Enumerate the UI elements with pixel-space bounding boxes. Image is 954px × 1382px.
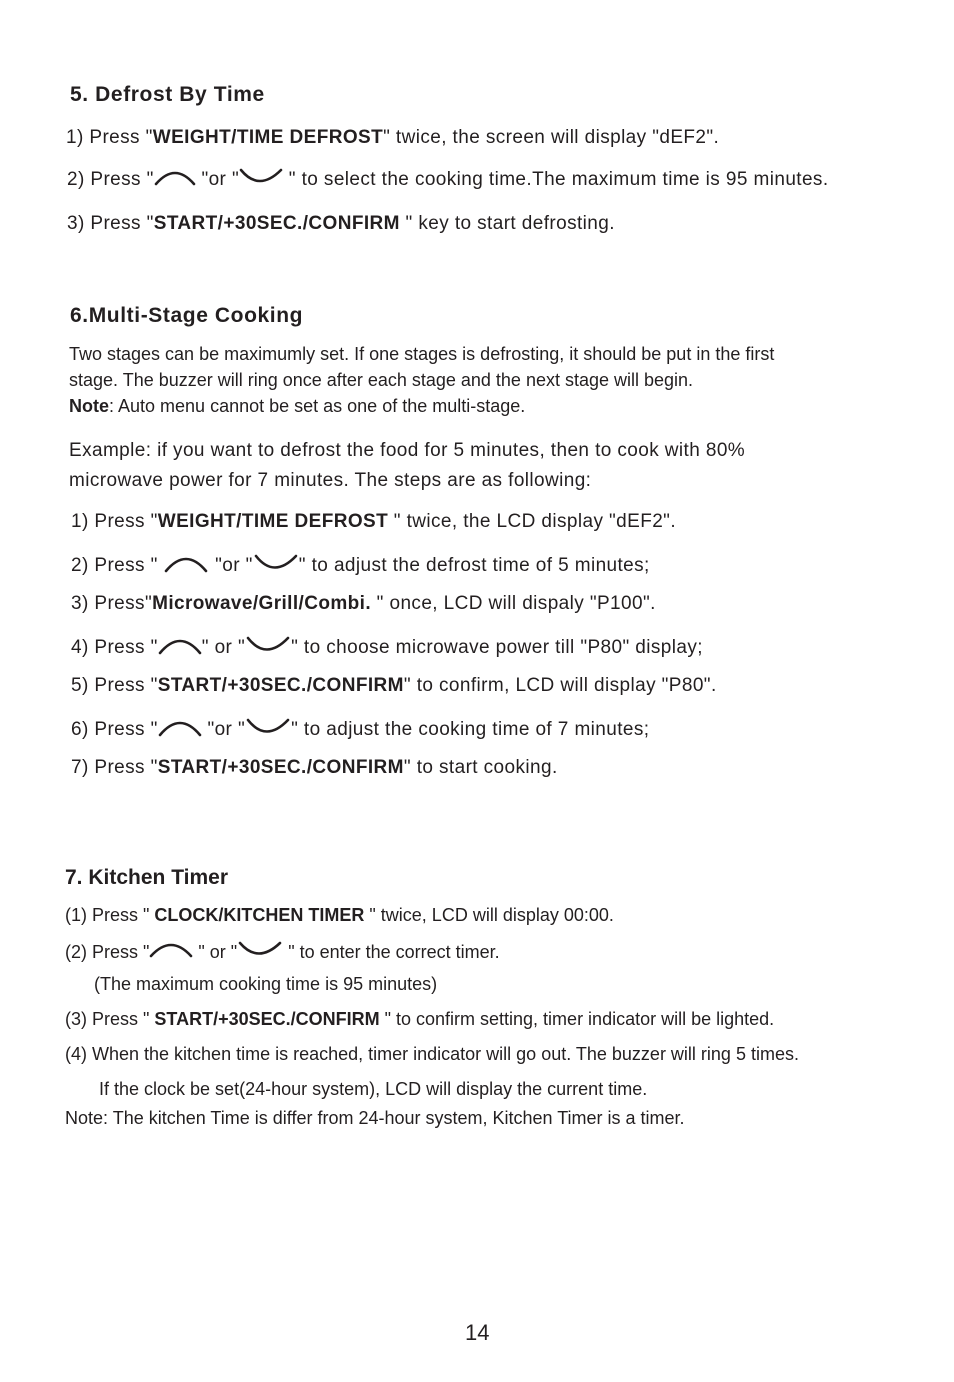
s6-example-line-2: microwave power for 7 minutes. The steps are as following: — [69, 470, 592, 491]
text: (3) Press " — [65, 1009, 155, 1029]
text: " or " — [201, 637, 246, 658]
text: 2) Press " — [71, 555, 164, 576]
s7-note: Note: The kitchen Time is differ from 24-hour system, Kitchen Timer is a timer. — [65, 1108, 685, 1128]
section-7-heading: 7. Kitchen Timer — [65, 866, 228, 889]
note-text: : Auto menu cannot be set as one of the multi-stage. — [109, 396, 526, 416]
text: 5) Press " — [71, 675, 158, 696]
text: 1) Press " — [71, 511, 158, 532]
text: " to adjust the cooking time of 7 minutes; — [291, 719, 650, 740]
s6-step-7 — [71, 757, 558, 779]
down-arrow-icon — [245, 716, 291, 738]
text: " to adjust the defrost time of 5 minutes; — [298, 555, 650, 576]
text: 6) Press " — [71, 719, 158, 740]
section-6-heading: 6.Multi-Stage Cooking — [70, 304, 304, 327]
s6-step-1 — [71, 511, 676, 533]
down-arrow-icon — [245, 634, 291, 656]
text: " to start cooking. — [403, 757, 558, 778]
page-number: 14 — [465, 1320, 490, 1345]
text: " to confirm, LCD will display "P80". — [403, 675, 717, 696]
text: " once, LCD will dispaly "P100". — [371, 593, 656, 614]
text: 3) Press" — [71, 593, 153, 614]
up-arrow-icon — [149, 941, 193, 961]
down-arrow-icon — [239, 166, 283, 188]
section-5-heading: 5. Defrost By Time — [70, 83, 265, 106]
text: " twice, LCD will display 00:00. — [364, 905, 614, 925]
down-arrow-icon — [237, 939, 283, 961]
s5-step-3 — [67, 213, 615, 235]
key-clock-kitchen-timer: CLOCK/KITCHEN TIMER — [154, 905, 365, 925]
s5-step-2 — [67, 166, 829, 191]
text: 4) Press " — [71, 637, 158, 658]
s6-step-5 — [71, 675, 717, 697]
s6-paragraph-line-2: stage. The buzzer will ring once after each stage and the next stage will begin. — [69, 370, 694, 390]
s6-step-2 — [71, 552, 650, 577]
key-microwave-grill-combi: Microwave/Grill/Combi. — [152, 593, 371, 614]
s7-step-1 — [65, 904, 614, 926]
s6-step-3 — [71, 593, 656, 615]
s6-step-4 — [71, 634, 703, 659]
up-arrow-icon — [158, 718, 202, 738]
up-arrow-icon — [163, 554, 209, 574]
s7-step-3 — [65, 1008, 774, 1030]
text: "or " — [209, 555, 253, 576]
key-start-confirm: START/+30SEC./CONFIRM — [157, 675, 404, 696]
text: " twice, the screen will display "dEF2". — [383, 127, 720, 148]
key-weight-time-defrost: WEIGHT/TIME DEFROST — [157, 511, 389, 532]
text: 3) Press " — [67, 213, 154, 234]
text: (2) Press " — [65, 942, 150, 962]
s7-step-4: (4) When the kitchen time is reached, timer indicator will go out. The buzzer will ring 5 times. — [65, 1044, 799, 1064]
s7-step-2 — [65, 939, 500, 963]
key-start-confirm: START/+30SEC./CONFIRM — [153, 213, 400, 234]
s7-clock-note: If the clock be set(24-hour system), LCD will display the current time. — [99, 1079, 648, 1099]
text: 2) Press " — [67, 169, 154, 190]
s6-paragraph-line-1: Two stages can be maximumly set. If one stages is defrosting, it should be put in the first — [69, 344, 775, 364]
s6-step-6 — [71, 716, 649, 741]
text: " to select the cooking time.The maximum time is 95 minutes. — [283, 169, 829, 190]
text: (1) Press " — [65, 905, 155, 925]
text: " key to start defrosting. — [399, 213, 615, 234]
s6-note — [69, 395, 525, 417]
text: " to choose microwave power till "P80" display; — [291, 637, 703, 658]
up-arrow-icon — [158, 636, 202, 656]
up-arrow-icon — [154, 168, 196, 188]
key-start-confirm: START/+30SEC./CONFIRM — [157, 757, 404, 778]
s7-max-time-note: (The maximum cooking time is 95 minutes) — [94, 974, 438, 994]
text: " to confirm setting, timer indicator will be lighted. — [379, 1009, 775, 1029]
text: " or " — [193, 942, 238, 962]
text: " twice, the LCD display "dEF2". — [388, 511, 677, 532]
note-label: Note — [69, 396, 109, 416]
text: "or " — [195, 169, 240, 190]
down-arrow-icon — [253, 552, 299, 574]
s5-step-1 — [66, 127, 719, 149]
text: " to enter the correct timer. — [283, 942, 500, 962]
key-weight-time-defrost: WEIGHT/TIME DEFROST — [152, 127, 384, 148]
s6-example-line-1: Example: if you want to defrost the food for 5 minutes, then to cook with 80% — [69, 440, 746, 461]
text: "or " — [201, 719, 246, 740]
text: 7) Press " — [71, 757, 158, 778]
text: 1) Press " — [66, 127, 153, 148]
key-start-confirm: START/+30SEC./CONFIRM — [154, 1009, 380, 1029]
